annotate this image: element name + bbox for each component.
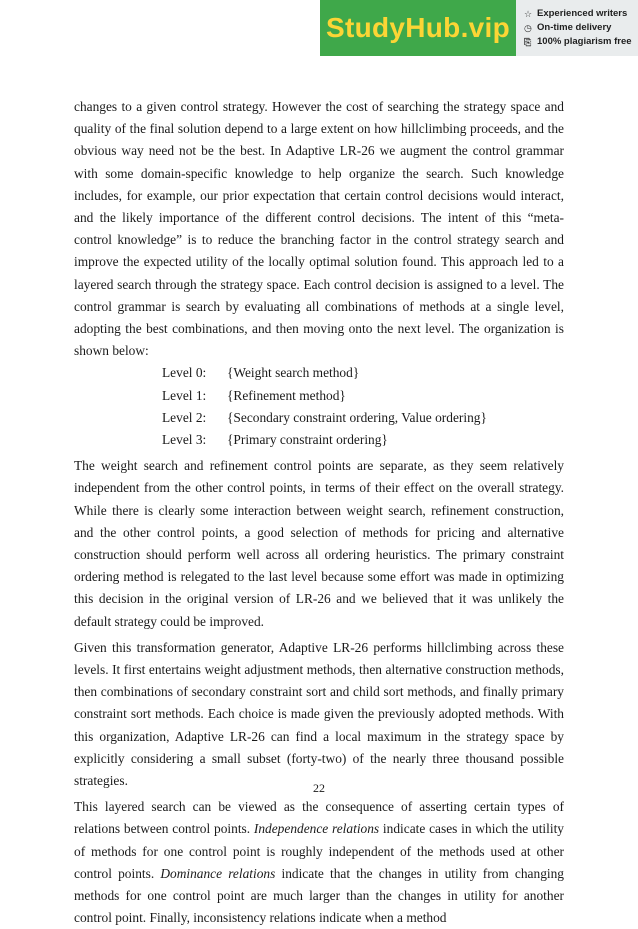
level-row <box>74 385 564 407</box>
paragraph <box>74 796 564 929</box>
level-label: Level 1: <box>162 387 207 403</box>
level-label: Level 0: <box>162 365 207 381</box>
text-run: indicate that the changes in utility from changing methods for one control point are much larger than the changes in utility for another control point. Finally, inconsistency relations indicate when a method <box>74 865 564 926</box>
paragraph: Given this transformation generator, Adaptive LR-26 performs hillclimbing across these levels. It first entertains weight adjustment methods, then alternative construction methods, then combinations of secondary constraint sort and child sort methods, and finally primary constraint sort methods. Each choice is made given the previously adopted methods. With this organization, Adaptive LR-26 can find a local maximum in the strategy space by explicitly considering a small subset (forty-two) of the nearly three thousand possible strategies. <box>74 639 564 789</box>
text-run: This layered search can be viewed as the consequence of asserting certain types of relations between control points. <box>74 799 564 837</box>
feature-item <box>524 7 638 21</box>
level-value: {Primary constraint ordering} <box>227 432 388 447</box>
feature-item <box>524 21 638 35</box>
ad-banner[interactable] <box>320 0 638 56</box>
level-value: {Weight search method} <box>227 365 360 381</box>
level-label: Level 3: <box>162 432 207 447</box>
feature-label: Experienced writers <box>537 8 628 19</box>
paragraph: changes to a given control strategy. However the cost of searching the strategy space and quality of the final solution depend to a large extent on how hillclimbing proceeds, and the obvious way need not be the best. In Adaptive LR-26 we augment the control grammar with some domain-specific knowledge to help organize the search. Such knowledge includes, for example, our prior expectation that certain control decisions would interact, and the likely importance of the different control decisions. The intent of this “meta-control knowledge” is to reduce the branching factor in the control strategy search and improve the expected utility of the locally optimal solution found. This approach led to a layered search through the strategy space. Each control decision is assigned to a level. The control grammar is search by evaluating all combinations of methods at a single level, adopting the best combinations, and then moving onto the next level. The organization is shown below: <box>74 99 564 359</box>
paragraph: The weight search and refinement control points are separate, as they seem relatively independent from the other control points, in terms of their effect on the overall strategy. While there is clearly some interaction between weight search, refinement construction, and the other control points, a good selection of methods for pricing and alternative construction should perform well across all ordering heuristics. The primary constraint ordering method is relegated to the last level because some effort was made in optimizing this decision in the original version of LR-26 and we believed that it was unlikely the default strategy could be improved. <box>74 458 564 629</box>
page-number: 22 <box>313 781 325 795</box>
feature-label: 100% plagiarism free <box>537 36 632 47</box>
level-value: {Refinement method} <box>227 387 346 403</box>
clock-icon: ◷ <box>524 23 532 33</box>
document-check-icon: ⎘ <box>524 37 532 47</box>
star-icon: ☆ <box>524 9 533 19</box>
level-row <box>74 429 564 451</box>
level-label: Level 2: <box>162 409 207 425</box>
term-independence-relations: Independence relations <box>253 821 380 837</box>
term-dominance-relations: Dominance relations <box>160 865 276 881</box>
feature-label: On-time delivery <box>537 22 612 33</box>
document-body <box>74 96 564 929</box>
text-run: indicate cases in which the utility of methods for one control point is roughly independent of the methods used at other control points. <box>74 821 564 881</box>
level-list <box>74 362 564 451</box>
feature-item <box>524 35 638 49</box>
studyhub-logo[interactable]: StudyHub.vip <box>320 0 516 56</box>
level-value: {Secondary constraint ordering, Value ordering} <box>227 409 487 425</box>
level-row <box>74 362 564 384</box>
feature-list <box>516 0 638 56</box>
level-row <box>74 407 564 429</box>
